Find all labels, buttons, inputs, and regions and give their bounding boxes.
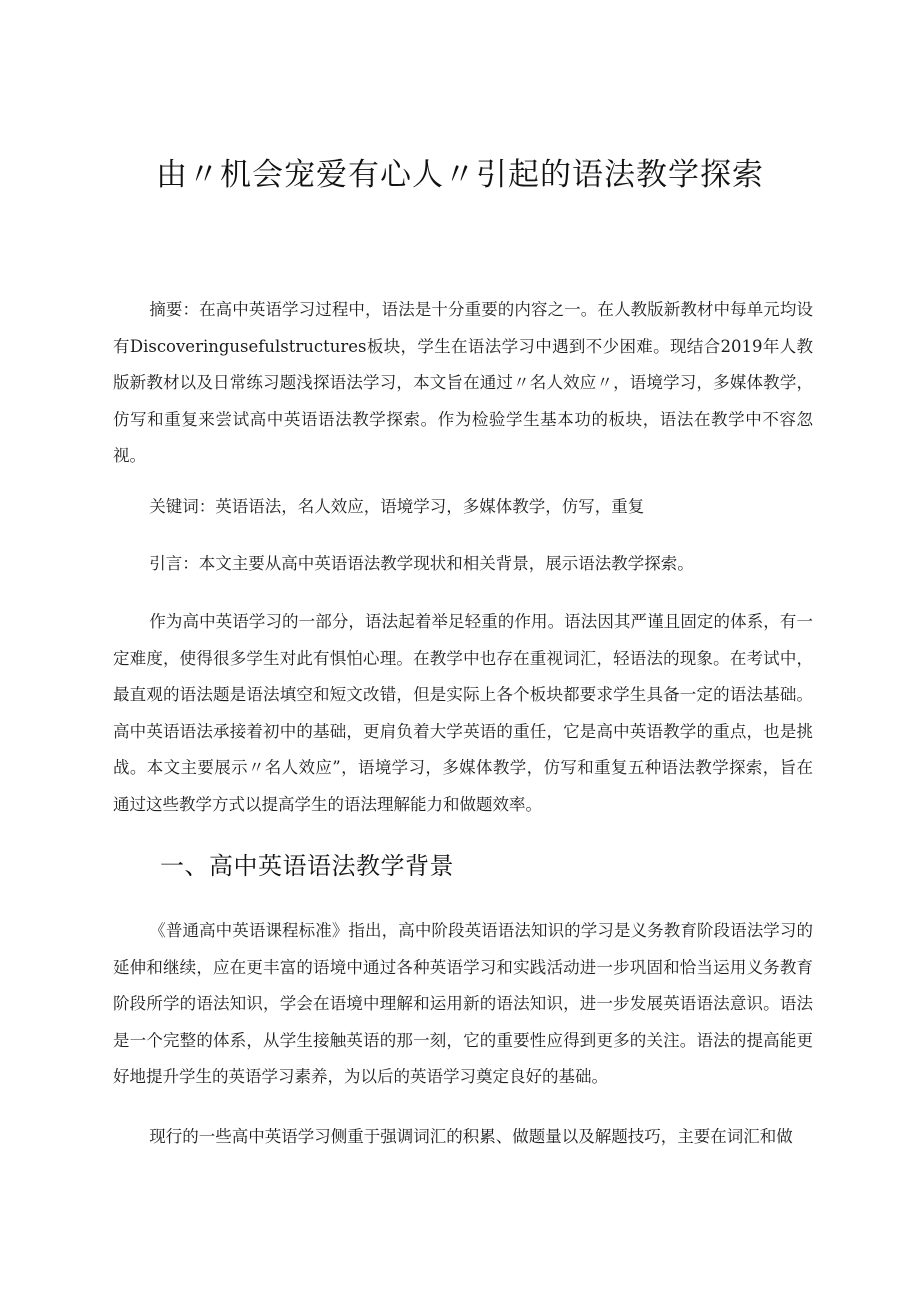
body-paragraph-2: 《普通高中英语课程标准》指出，高中阶段英语语法知识的学习是义务教育阶段语法学习的延伸和继续，应在更丰富的语境中通过各种英语学习和实践活动进一步巩固和恰当运用义务教育阶段所学的语法知识，学会在语境中理解和运用新的语法知识，进一步发展英语语法意识。语法是一个完整的体系，从学生接触英语的那一刻，它的重要性应得到更多的关注。语法的提高能更好地提升学生的英语学习素养，为以后的英语学习奠定良好的基础。 bbox=[113, 921, 813, 1086]
intro-paragraph: 引言：本文主要从高中英语语法教学现状和相关背景，展示语法教学探索。 bbox=[149, 554, 694, 573]
section-heading-1: 一、高中英语语法教学背景 bbox=[160, 852, 454, 880]
abstract-paragraph: 摘要：在高中英语学习过程中，语法是十分重要的内容之一。在人教版新教材中每单元均设有Discoveringusefulstructures板块，学生在语法学习中遇到不少困难。现结合2019年人教版新教材以及日常练习题浅探语法学习，本文旨在通过〃名人效应〃，语境学习，多媒体教学，仿写和重复来尝试高中英语语法教学探索。作为检验学生基本功的板块，语法在教学中不容忽视。 bbox=[113, 300, 813, 465]
keywords-paragraph: 关键词：英语语法，名人效应，语境学习，多媒体教学，仿写，重复 bbox=[149, 497, 645, 516]
body-paragraph-1: 作为高中英语学习的一部分，语法起着举足轻重的作用。语法因其严谨且固定的体系，有一定难度，使得很多学生对此有惧怕心理。在教学中也存在重视词汇，轻语法的现象。在考试中，最直观的语法题是语法填空和短文改错，但是实际上各个板块都要求学生具备一定的语法基础。高中英语语法承接着初中的基础，更肩负着大学英语的重任，它是高中英语教学的重点，也是挑战。本文主要展示〃名人效应”，语境学习，多媒体教学，仿写和重复五种语法教学探索，旨在通过这些教学方式以提高学生的语法理解能力和做题效率。 bbox=[113, 612, 813, 814]
document-title: 由〃机会宠爱有心人〃引起的语法教学探索 bbox=[156, 157, 764, 193]
body-paragraph-3: 现行的一些高中英语学习侧重于强调词汇的积累、做题量以及解题技巧，主要在词汇和做 bbox=[149, 1127, 793, 1146]
